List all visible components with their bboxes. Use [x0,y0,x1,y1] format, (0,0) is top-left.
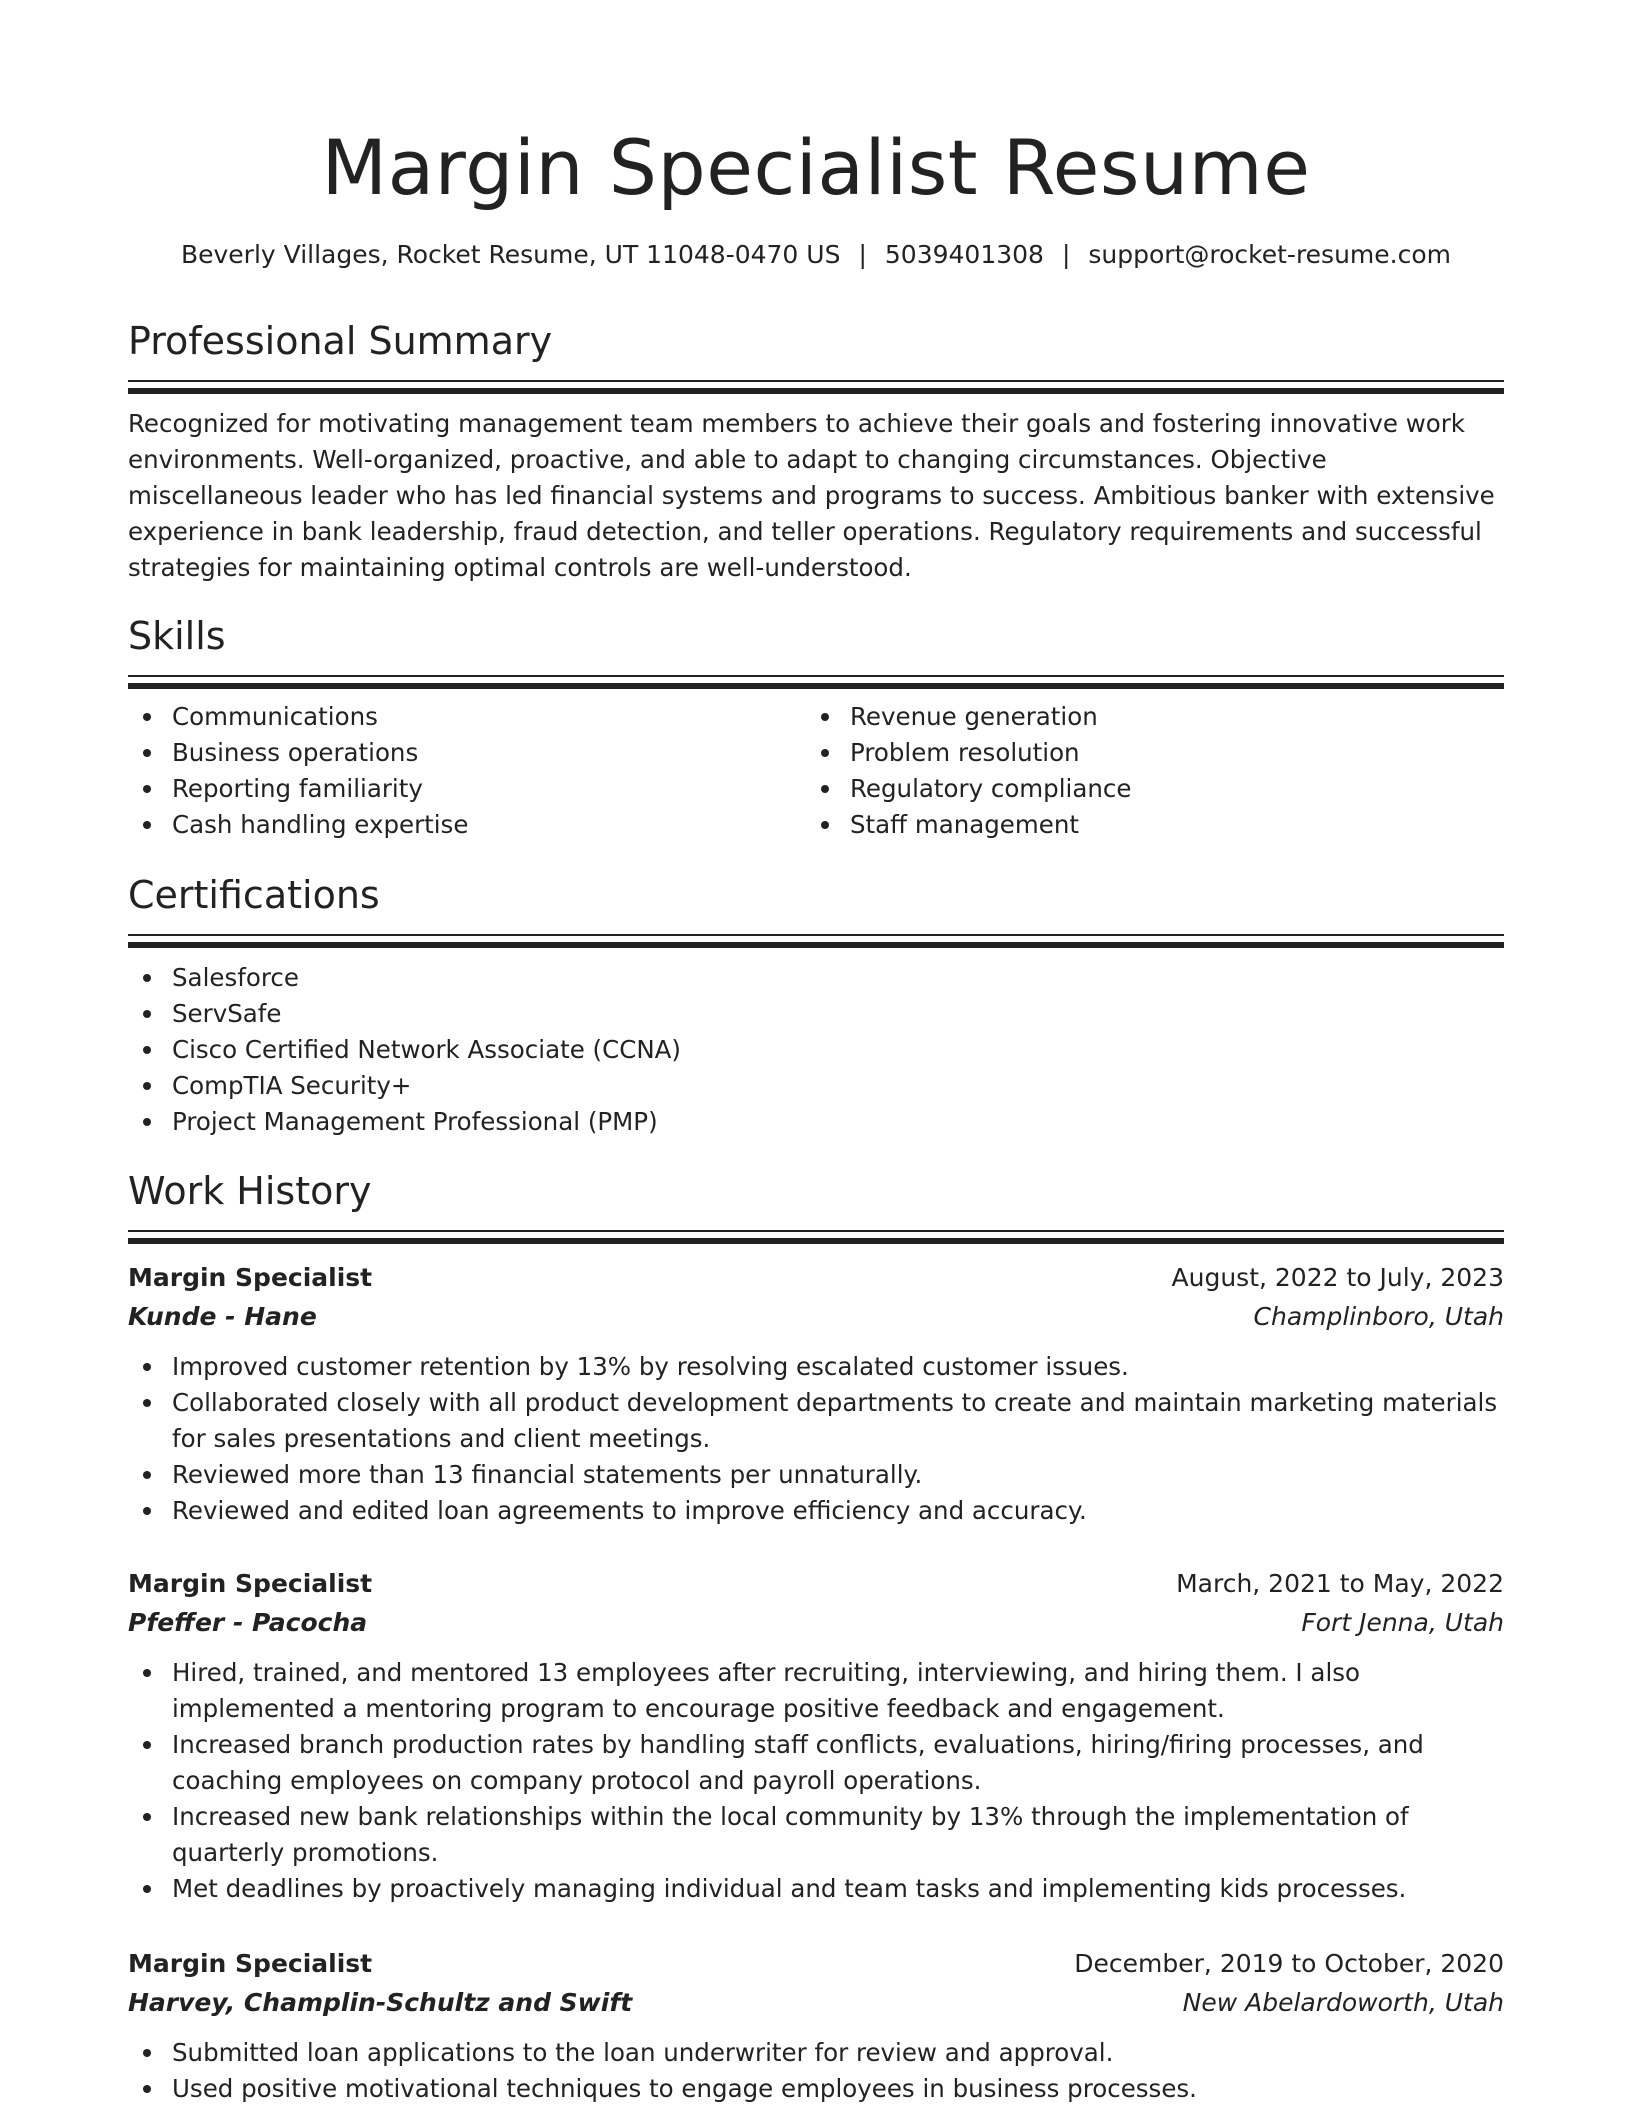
work-history-section [128,1166,1504,1244]
list-item: Salesforce [128,960,1504,996]
list-item: Business operations [128,735,806,771]
job-company: Kunde - Hane [128,1302,317,1331]
list-item: Staff management [806,807,1484,843]
job-title: Margin Specialist [128,1569,373,1598]
list-item: Hired, trained, and mentored 13 employees after recruiting, interviewing, and hiring them. I also implemented a mentoring program to encourage positive feedback and engagement. [128,1655,1504,1727]
divider [128,380,1504,382]
job-entry [128,1945,1504,2107]
skills-grid [128,699,1504,843]
job-bullets [128,1655,1504,1907]
list-item: Communications [128,699,806,735]
job-title: Margin Specialist [128,1949,373,1978]
list-item: Reviewed more than 13 financial statements per unnaturally. [128,1457,1504,1493]
job-dates: March, 2021 to May, 2022 [1176,1569,1504,1598]
job-company: Pfeffer - Pacocha [128,1608,368,1637]
job-title: Margin Specialist [128,1263,373,1292]
divider [128,675,1504,677]
section-heading: Work History [128,1169,372,1213]
section-heading: Certifications [128,873,380,917]
list-item: Met deadlines by proactively managing individual and team tasks and implementing kids processes. [128,1871,1504,1907]
job-location: New Abelardoworth, Utah [1182,1988,1504,2017]
list-item: Project Management Professional (PMP) [128,1104,1504,1140]
list-item: Revenue generation [806,699,1484,735]
list-item: Used positive motivational techniques to engage employees in business processes. [128,2071,1504,2107]
divider [128,388,1504,394]
certifications-section [128,870,1504,1140]
job-company: Harvey, Champlin-Schultz and Swift [128,1988,633,2017]
list-item: Cash handling expertise [128,807,806,843]
divider [128,1238,1504,1244]
list-item: ServSafe [128,996,1504,1032]
list-item: Improved customer retention by 13% by resolving escalated customer issues. [128,1349,1504,1385]
job-dates: December, 2019 to October, 2020 [1074,1949,1504,1978]
job-bullets [128,2035,1504,2107]
phone: 5039401308 [884,240,1044,269]
separator: | [858,240,867,269]
summary-section [128,316,1504,586]
address: Beverly Villages, Rocket Resume, UT 11048-0470 US [180,240,841,269]
list-item: CompTIA Security+ [128,1068,1504,1104]
job-location: Champlinboro, Utah [1253,1302,1504,1331]
job-location: Fort Jenna, Utah [1301,1608,1504,1637]
page-title: Margin Specialist Resume [321,123,1311,212]
divider [128,683,1504,689]
job-entry [128,1259,1504,1529]
list-item: Submitted loan applications to the loan underwriter for review and approval. [128,2035,1504,2071]
list-item: Increased branch production rates by handling staff conflicts, evaluations, hiring/firing processes, and coaching employees on company protocol and payroll operations. [128,1727,1504,1799]
list-item: Collaborated closely with all product development departments to create and maintain marketing materials for sales presentations and client meetings. [128,1385,1504,1457]
list-item: Reporting familiarity [128,771,806,807]
job-bullets [128,1349,1504,1529]
divider [128,1230,1504,1232]
email: support@rocket-resume.com [1088,240,1452,269]
divider [128,942,1504,948]
list-item: Increased new bank relationships within the local community by 13% through the implementation of quarterly promotions. [128,1799,1504,1871]
separator: | [1061,240,1071,269]
section-heading: Professional Summary [128,319,553,363]
skills-list-right [806,699,1484,843]
job-dates: August, 2022 to July, 2023 [1171,1263,1504,1292]
section-heading: Skills [128,614,226,658]
list-item: Problem resolution [806,735,1484,771]
contact-line [128,237,1504,273]
skills-section [128,611,1504,843]
summary-text: Recognized for motivating management team members to achieve their goals and fostering innovative work environments. Well-organized, proactive, and able to adapt to changing circumstances. Objective miscellaneous leader who has led financial systems and programs to success. Ambitious banker with extensive experience in bank leadership, fraud detection, and teller operations. Regulatory requirements and successful strategies for maintaining optimal controls are well-understood. [128,409,1495,582]
job-entry [128,1565,1504,1907]
list-item: Reviewed and edited loan agreements to improve efficiency and accuracy. [128,1493,1504,1529]
list-item: Cisco Certified Network Associate (CCNA) [128,1032,1504,1068]
skills-list-left [128,699,806,843]
certifications-list [128,960,1504,1140]
divider [128,934,1504,936]
list-item: Regulatory compliance [806,771,1484,807]
